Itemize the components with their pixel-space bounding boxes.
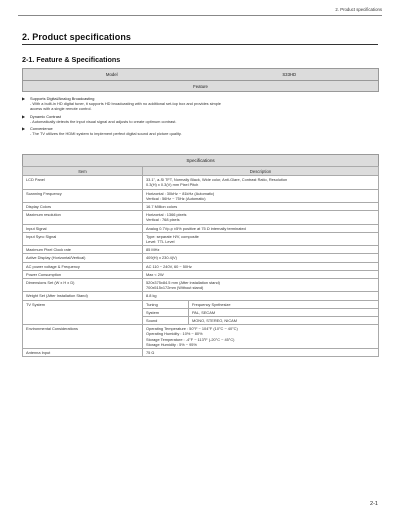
table-row — [23, 176, 379, 189]
table-row — [23, 270, 379, 278]
spec-item: AC power voltage & Frequency — [23, 262, 143, 270]
spec-value: Horizontal : 1366 pixels Vertical : 768 pixels — [143, 211, 379, 224]
feature-title: Supports Digital/Analog Broadcasting — [30, 96, 95, 101]
specifications-table — [22, 166, 379, 357]
spec-item: Input Sync Signal — [23, 232, 143, 245]
spec-value: Type: separate H/V, composite Level: TTL Level — [143, 232, 379, 245]
feature-item — [22, 126, 379, 136]
feature-desc: - Automatically detects the input visual signal and adjusts to create optimum contrast. — [30, 118, 177, 124]
column-header-item: Item — [23, 167, 143, 176]
feature-list — [22, 96, 379, 138]
feature-item — [22, 96, 379, 112]
feature-title: Dynamic Contrast — [30, 113, 61, 119]
spec-subitem: Tuning — [143, 300, 189, 308]
table-row — [23, 224, 379, 232]
bullet-triangle-icon: ▶ — [22, 113, 26, 119]
table-row — [23, 189, 379, 202]
table-row — [23, 279, 379, 292]
spec-item: Dimensions Set (W x H x D) — [23, 279, 143, 292]
spec-subitem: Sound — [143, 317, 189, 325]
table-row — [23, 292, 379, 300]
section-title: 2-1. Feature & Specifications — [22, 55, 121, 64]
bullet-triangle-icon: ▶ — [22, 96, 26, 101]
spec-value: 8.8 kg — [143, 292, 379, 300]
table-row — [23, 246, 379, 254]
spec-item: Weight Set (After Installation Stand) — [23, 292, 143, 300]
table-row — [23, 262, 379, 270]
spec-value: Analog 0.7Vp-p ±5% positive at 75 Ω internally terminated — [143, 224, 379, 232]
spec-item: TV System — [23, 300, 143, 325]
table-row — [23, 203, 379, 211]
spec-value: AC 110 ~ 240V, 60 ~ 50Hz — [143, 262, 379, 270]
page-title: 2. Product specifications — [22, 32, 132, 42]
spec-value: Frequency Synthesize — [189, 300, 379, 308]
model-table — [22, 68, 379, 92]
feature-item — [22, 114, 379, 124]
model-value: S33HD — [282, 72, 297, 77]
spec-value: PAL, SECAM — [189, 308, 379, 316]
header-rule — [18, 15, 382, 16]
feature-desc: - With a built-in HD digital tuner, it supports HD broadcasting with no additional set-top box and provides simple — [30, 101, 221, 107]
spec-value: 85 MHz — [143, 246, 379, 254]
spec-value: Operating Temperature : 50°F ~ 104°F (10°C ~ 40°C) Operating Humidity : 10% ~ 80% Storage Temperature : -4°F ~ 113°F (-20°C ~ 45°C) Storage Humidity : 5% ~ 95% — [143, 325, 379, 349]
specifications-title: Specifications — [22, 154, 379, 167]
feature-desc: - The TV utilizes the HDMI system to implement perfect digital sound and picture quality. — [30, 131, 182, 137]
spec-item: Antenna Input — [23, 349, 143, 357]
model-row — [23, 69, 378, 80]
model-label: Model — [105, 72, 118, 77]
spec-value: Max < 2W — [143, 270, 379, 278]
spec-value: 33.1", a-Si TFT, Normally Black, Wide color, Anti-Glare, Contrast Ratio, Resolution 0.3(H) x 0.3(V) mm Pixel Pitch — [143, 176, 379, 189]
feature-label: Feature — [193, 83, 208, 89]
feature-desc: access with a single remote control. — [30, 106, 92, 112]
feature-row — [23, 80, 378, 91]
table-row — [23, 211, 379, 224]
table-row — [23, 232, 379, 245]
spec-value: MONO, STEREO, NICAM — [189, 317, 379, 325]
spec-item: Maximum Pixel Clock rate — [23, 246, 143, 254]
spec-value: 16.7 Million colors — [143, 203, 379, 211]
table-row — [23, 349, 379, 357]
spec-value: 75 Ω — [143, 349, 379, 357]
spec-item: Maximum resolution — [23, 211, 143, 224]
table-header-row — [23, 167, 379, 176]
spec-value: Horizontal : 30kHz ~ 81kHz (Automatic) Vertical : 56Hz ~ 75Hz (Automatic) — [143, 189, 379, 202]
spec-item: Power Consumption — [23, 270, 143, 278]
table-row — [23, 300, 379, 308]
spec-item: Input Signal — [23, 224, 143, 232]
spec-item: LCD Panel — [23, 176, 143, 189]
table-row — [23, 325, 379, 349]
spec-item: Scanning Frequency — [23, 189, 143, 202]
spec-item: Environmental Considerations — [23, 325, 143, 349]
page-number: 2-1 — [370, 501, 378, 507]
spec-item: Active Display (Horizontal/Vertical) — [23, 254, 143, 262]
spec-subitem: System — [143, 308, 189, 316]
bullet-triangle-icon: ▶ — [22, 126, 26, 132]
spec-value: 520x375x84.5 mm (After installation stand) 700x515x172mm (Without stand) — [143, 279, 379, 292]
title-rule — [22, 44, 378, 45]
running-head: 2. Product specifications — [335, 7, 382, 12]
spec-item: Display Colors — [23, 203, 143, 211]
table-row — [23, 254, 379, 262]
feature-title: Convenience — [30, 126, 53, 132]
column-header-description: Description — [143, 167, 379, 176]
spec-value: 409(H) x 230.4(V) — [143, 254, 379, 262]
